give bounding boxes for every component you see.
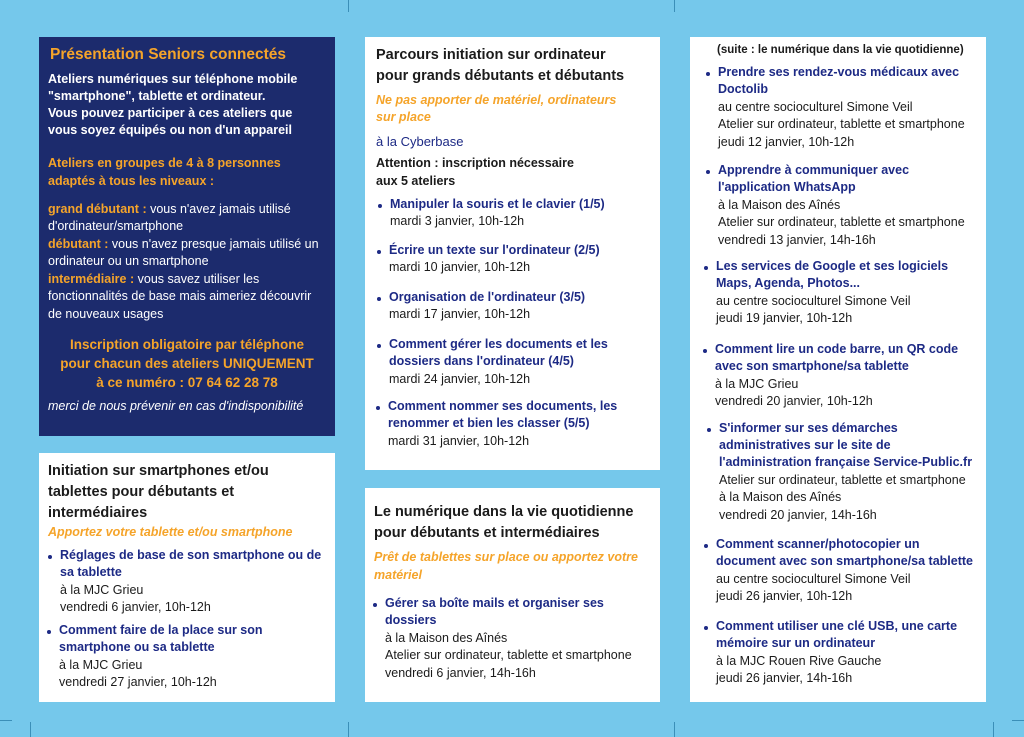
workshop-date: vendredi 27 janvier, 10h-12h (59, 675, 217, 689)
level-name: intermédiaire : (48, 272, 135, 286)
level-desc: fonctionnalités de base mais aimeriez découvrir (48, 289, 312, 303)
workshop-title: Comment lire un code barre, un QR code (715, 342, 959, 356)
level-desc: de nouveaux usages (48, 307, 164, 321)
workshop-date: vendredi 6 janvier, 14h-16h (385, 666, 536, 680)
workshop-title: renommer et bien les classer (5/5) (388, 416, 590, 430)
fold-mark (348, 722, 349, 737)
workshop-title: Les services de Google et ses logiciels (716, 259, 949, 273)
workshop-date: jeudi 19 janvier, 10h-12h (716, 311, 853, 325)
fold-mark (1012, 720, 1024, 721)
workshop-title: Réglages de base de son smartphone ou de (60, 548, 322, 562)
workshop-title: S'informer sur ses démarches (719, 421, 898, 435)
workshop-date: vendredi 6 janvier, 10h-12h (60, 600, 211, 614)
workshop-place: à la MJC Grieu (59, 658, 143, 672)
level-name: grand débutant : (48, 202, 147, 216)
section-title: Parcours initiation sur ordinateur (376, 47, 606, 63)
workshop-title: Apprendre à communiquer avec (718, 163, 910, 177)
section-subtitle: Prêt de tablettes sur place ou apportez votre (374, 550, 638, 564)
level-desc: d'ordinateur/smartphone (48, 219, 184, 233)
fold-mark (993, 722, 994, 737)
workshop-title: document avec son smartphone/sa tablette (716, 554, 974, 568)
section-title: Initiation sur smartphones et/ou (48, 463, 269, 479)
section-title: Le numérique dans la vie quotidienne (374, 504, 634, 520)
workshop-title: Comment scanner/photocopier un (716, 537, 920, 551)
workshop-place: à la MJC Rouen Rive Gauche (716, 654, 882, 668)
workshop-place: au centre socioculturel Simone Veil (716, 294, 911, 308)
section-place: à la Cyberbase (376, 134, 464, 149)
workshop-title: Comment gérer les documents et les (389, 337, 608, 351)
level-desc: vous savez utiliser les (134, 272, 260, 286)
inscription-line: Inscription obligatoire par téléphone (69, 337, 305, 352)
presentation-title: Présentation Seniors connectés (50, 46, 287, 63)
section-subtitle: Ne pas apporter de matériel, ordinateurs (376, 93, 617, 107)
presentation-panel (39, 37, 335, 436)
workshop-title: Prendre ses rendez-vous médicaux avec (718, 65, 960, 79)
workshop-atelier: Atelier sur ordinateur, tablette et smartphone (718, 215, 965, 229)
quotidien-panel (365, 488, 660, 702)
workshop-date: mardi 17 janvier, 10h-12h (389, 307, 531, 321)
workshop-date: vendredi 20 janvier, 10h-12h (715, 394, 873, 408)
workshop-title: Écrire un texte sur l'ordinateur (2/5) (389, 243, 600, 257)
workshop-date: jeudi 26 janvier, 10h-12h (716, 589, 853, 603)
level-line (48, 237, 319, 251)
workshop-atelier: Atelier sur ordinateur, tablette et smartphone (718, 117, 965, 131)
level-line (48, 202, 291, 216)
workshop-place: à la MJC Grieu (715, 377, 799, 391)
workshop-title: dossiers (385, 613, 437, 627)
level-desc: vous n'avez jamais utilisé (146, 202, 291, 216)
workshop-date: mardi 31 janvier, 10h-12h (388, 434, 530, 448)
intro-line: Vous pouvez participer à ces ateliers que (48, 106, 293, 120)
workshop-title: dossiers dans l'ordinateur (4/5) (389, 354, 574, 368)
workshop-title: Comment faire de la place sur son (59, 623, 263, 637)
workshop-title: mémoire sur un ordinateur (716, 636, 876, 650)
workshop-title: l'application WhatsApp (718, 180, 856, 194)
intro-line: Ateliers numériques sur téléphone mobile (48, 72, 298, 86)
parcours-panel (365, 37, 660, 470)
workshop-title: Comment utiliser une clé USB, une carte (716, 619, 958, 633)
smartphones-panel (39, 453, 335, 702)
workshop-title: Organisation de l'ordinateur (3/5) (389, 290, 586, 304)
suite-panel (690, 37, 986, 702)
intro-line: vous soyez équipés ou non d'un appareil (48, 123, 292, 137)
workshop-title: administratives sur le site de (719, 438, 891, 452)
workshop-place: à la MJC Grieu (60, 583, 144, 597)
fold-mark (674, 0, 675, 12)
workshop-date: jeudi 12 janvier, 10h-12h (718, 135, 855, 149)
workshop-date: mardi 24 janvier, 10h-12h (389, 372, 531, 386)
workshop-date: jeudi 26 janvier, 14h-16h (716, 671, 853, 685)
workshop-title: Manipuler la souris et le clavier (1/5) (390, 197, 605, 211)
presentation-note: merci de nous prévenir en cas d'indisponibilité (48, 399, 304, 413)
workshop-title: Comment nommer ses documents, les (388, 399, 618, 413)
workshop-atelier: Atelier sur ordinateur, tablette et smartphone (719, 473, 966, 487)
level-line (48, 272, 259, 286)
attention-line: aux 5 ateliers (376, 174, 456, 188)
workshop-date: vendredi 20 janvier, 14h-16h (719, 508, 877, 522)
section-subtitle: Apportez votre tablette et/ou smartphone (48, 525, 293, 539)
workshop-place: à la Maison des Aînés (718, 198, 841, 212)
fold-mark (674, 722, 675, 737)
fold-mark (30, 722, 31, 737)
workshop-title: sa tablette (60, 565, 122, 579)
level-desc: ordinateur ou un smartphone (48, 254, 209, 268)
section-title: pour grands débutants et débutants (376, 68, 625, 84)
section-title: intermédiaires (48, 505, 148, 521)
workshop-title: Doctolib (718, 82, 768, 96)
workshop-atelier: Atelier sur ordinateur, tablette et smartphone (385, 648, 632, 662)
groups-line: adaptés à tous les niveaux : (48, 174, 215, 188)
section-title: pour débutants et intermédiaires (374, 525, 600, 541)
fold-mark (348, 0, 349, 12)
suite-header: (suite : le numérique dans la vie quotidienne) (717, 44, 964, 56)
workshop-title: smartphone ou sa tablette (59, 640, 215, 654)
groups-line: Ateliers en groupes de 4 à 8 personnes (48, 156, 281, 170)
section-subtitle: sur place (376, 110, 431, 124)
workshop-date: mardi 10 janvier, 10h-12h (389, 260, 531, 274)
phone-number[interactable]: à ce numéro : 07 64 62 28 78 (96, 375, 278, 390)
workshop-place: au centre socioculturel Simone Veil (716, 572, 911, 586)
section-title: tablettes pour débutants et (48, 484, 235, 500)
workshop-date: vendredi 13 janvier, 14h-16h (718, 233, 876, 247)
fold-mark (0, 720, 12, 721)
attention-line: Attention : inscription nécessaire (376, 156, 574, 170)
level-name: débutant : (48, 237, 109, 251)
intro-line: "smartphone", tablette et ordinateur. (48, 89, 266, 103)
inscription-block (39, 335, 335, 392)
workshop-title: l'administration française Service-Public.fr (719, 455, 973, 469)
workshop-place: à la Maison des Aînés (385, 631, 508, 645)
inscription-line: pour chacun des ateliers UNIQUEMENT (60, 356, 314, 371)
workshop-title: avec son smartphone/sa tablette (715, 359, 909, 373)
workshop-place: à la Maison des Aînés (719, 490, 842, 504)
workshop-date: mardi 3 janvier, 10h-12h (390, 214, 525, 228)
workshop-title: Gérer sa boîte mails et organiser ses (385, 596, 604, 610)
workshop-place: au centre socioculturel Simone Veil (718, 100, 913, 114)
section-subtitle: matériel (374, 568, 422, 582)
level-desc: vous n'avez presque jamais utilisé un (108, 237, 319, 251)
workshop-title: Maps, Agenda, Photos... (716, 276, 860, 290)
